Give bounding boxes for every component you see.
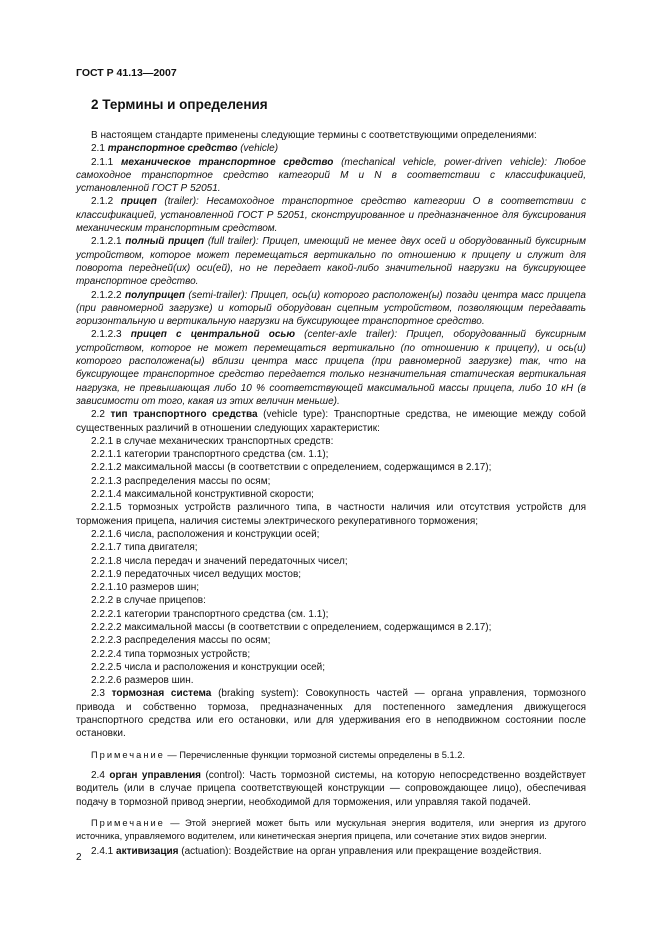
term-definition: (braking system): Совокупность частей — органа управления, тормозного привода и собственно тормоза, предназначенных для постепенного замедления движущегося транспортного средства или его остановки, или для удерживания его в неподвижном состоянии после остановки. — [76, 688, 586, 740]
term-2-1-2-3 — [76, 328, 586, 408]
term-name: полный прицеп — [125, 236, 205, 248]
note-text: — Перечисленные функции тормозной системы определены в 5.1.2. — [164, 749, 466, 760]
term-name: прицеп — [120, 196, 157, 208]
list-item: 2.2.1.10 размеров шин; — [91, 582, 200, 594]
list-item: 2.2.2.5 числа и расположения и конструкции осей; — [91, 661, 326, 673]
list-item: 2.2.1.1 категории транспортного средства (см. 1.1); — [91, 449, 329, 461]
term-definition: (trailer): Несамоходное транспортное средство категории О в соответствии с классификацией, установленной ГОСТ Р 52051, сконструированное и предназначенное для буксирования механическим транспортным средством. — [76, 196, 586, 235]
term-number: 2.4.1 — [91, 846, 117, 858]
standard-id: ГОСТ Р 41.13—2007 — [76, 67, 177, 79]
term-2-1-1 — [76, 156, 586, 196]
section-body — [76, 129, 586, 858]
term-number: 2.1.1 — [91, 156, 122, 168]
section-title: 2 Термины и определения — [91, 97, 268, 112]
list-item: 2.2.1.2 максимальной массы (в соответствии с определением, содержащимся в 2.17); — [91, 462, 492, 474]
term-number: 2.3 — [91, 688, 112, 700]
list-item: 2.2.1.3 распределения массы по осям; — [91, 475, 271, 487]
term-2-2 — [76, 408, 586, 435]
term-name: транспортное средство — [107, 143, 238, 155]
term-number: 2.1.2 — [91, 196, 121, 208]
term-definition: (mechanical vehicle, power-driven vehicle): Любое самоходное транспортное средство категорий М и N в соответствии с классификацией, установленной ГОСТ Р 52051. — [76, 156, 586, 195]
note-label: Примечание — [91, 818, 165, 829]
term-definition: (actuation): Воздействие на орган управления или прекращение воздействия. — [178, 846, 542, 858]
term-number: 2.2 — [91, 409, 111, 421]
list-item: 2.2.1.6 числа, расположения и конструкции осей; — [91, 528, 320, 540]
note-label: Примечание — [91, 749, 165, 760]
list-item: 2.2.2.1 категории транспортного средства (см. 1.1); — [91, 608, 329, 620]
term-definition: (vehicle type): Транспортные средства, не имеющие между собой существенных различий в отношении следующих характеристик: — [76, 409, 587, 434]
term-name: механическое транспортное средство — [121, 156, 334, 168]
term-2-4-1 — [76, 845, 586, 858]
note-2 — [76, 817, 586, 842]
term-2-1-2-1 — [76, 235, 586, 288]
list-item: 2.2.1.4 максимальной конструктивной скорости; — [91, 489, 314, 501]
page-number: 2 — [76, 852, 82, 863]
list-item: 2.2.1.9 передаточных чисел ведущих мостов; — [91, 568, 302, 580]
term-name: прицеп с центральной осью — [130, 329, 295, 341]
term-2-3 — [76, 687, 586, 740]
list-item: 2.2.1.8 числа передач и значений передаточных чисел; — [91, 555, 348, 567]
list-item: 2.2.2.3 распределения массы по осям; — [91, 635, 271, 647]
term-definition: (control): Часть тормозной системы, на которую непосредственно воздействует водитель (или в случае прицепа соответствующей конструкции — сопровождающее лицо), обеспечивая подачу в тормозной привод энергии, необходимой для торможения, или управляя такой подачей. — [76, 770, 587, 808]
term-english: (vehicle) — [237, 143, 279, 155]
list-item: 2.2.2 в случае прицепов: — [91, 595, 206, 607]
list-item: 2.2.2.2 максимальной массы (в соответствии с определением, содержащимся в 2.17); — [91, 621, 492, 633]
term-definition: (center-axle trailer): Прицеп, оборудованный буксирным устройством, которое не может перемещаться вертикально (по отношению к прицепу), и ось(и) которого расположена(ы) вблизи центра масс прицепа (при равномерной загрузке) так, что на буксирующее транспортное средство передается только незначительная статическая вертикальная нагрузка, не превышающая либо 10 % соответствующей максимальной массы прицепа, либо 10 кН (в зависимости от того, какая из этих величин меньше). — [76, 329, 586, 407]
term-name: тормозная система — [111, 688, 212, 700]
list-item: 2.2.1.5 тормозных устройств различного типа, в частности наличия или отсутствия устройств для торможения прицепа, наличия системы электрического рекуперативного торможения; — [76, 502, 586, 527]
term-definition: (full trailer): Прицеп, имеющий не менее двух осей и оборудованный буксирным устройством, которое может перемещаться вертикально по отношению к прицепу и служит для поворота передней(их) оси(ей), но не передает какой-либо значительной нагрузки на буксирующее транспортное средство. — [76, 236, 587, 288]
term-name: орган управления — [109, 770, 201, 782]
term-2-1-2 — [76, 195, 586, 235]
term-name: полуприцеп — [125, 289, 185, 301]
list-item: 2.2.1.7 типа двигателя; — [91, 542, 198, 554]
term-number: 2.4 — [91, 770, 110, 782]
list-item: 2.2.2.4 типа тормозных устройств; — [91, 648, 251, 660]
note-1 — [76, 749, 586, 762]
term-2-1-2-2 — [76, 289, 586, 329]
term-name: тип транспортного средства — [110, 409, 258, 421]
intro-paragraph: В настоящем стандарте применены следующие термины с соответствующими определениями: — [91, 130, 537, 141]
term-definition: (semi-trailer): Прицеп, ось(и) которого расположен(ы) позади центра масс прицепа (при равномерной загрузке) и который оборудован сцепным устройством, позволяющим передавать горизонтальную и вертикальную нагрузки на буксирующее транспортное средство. — [76, 289, 586, 328]
term-number: 2.1 — [91, 143, 108, 155]
note-text: — Этой энергией может быть или мускульная энергия водителя, или энергия из другого источника, управляемого водителем, или кинетическая энергия прицепа, или сочетание этих видов энергии. — [76, 818, 586, 841]
list-item: 2.2.1 в случае механических транспортных средств: — [91, 435, 334, 447]
term-name: активизация — [116, 846, 179, 858]
term-number: 2.1.2.1 — [91, 236, 126, 248]
term-number: 2.1.2.2 — [91, 289, 126, 301]
term-number: 2.1.2.3 — [91, 329, 131, 341]
list-item: 2.2.2.6 размеров шин. — [91, 675, 194, 687]
term-2-1 — [76, 142, 586, 155]
term-2-4 — [76, 769, 586, 809]
